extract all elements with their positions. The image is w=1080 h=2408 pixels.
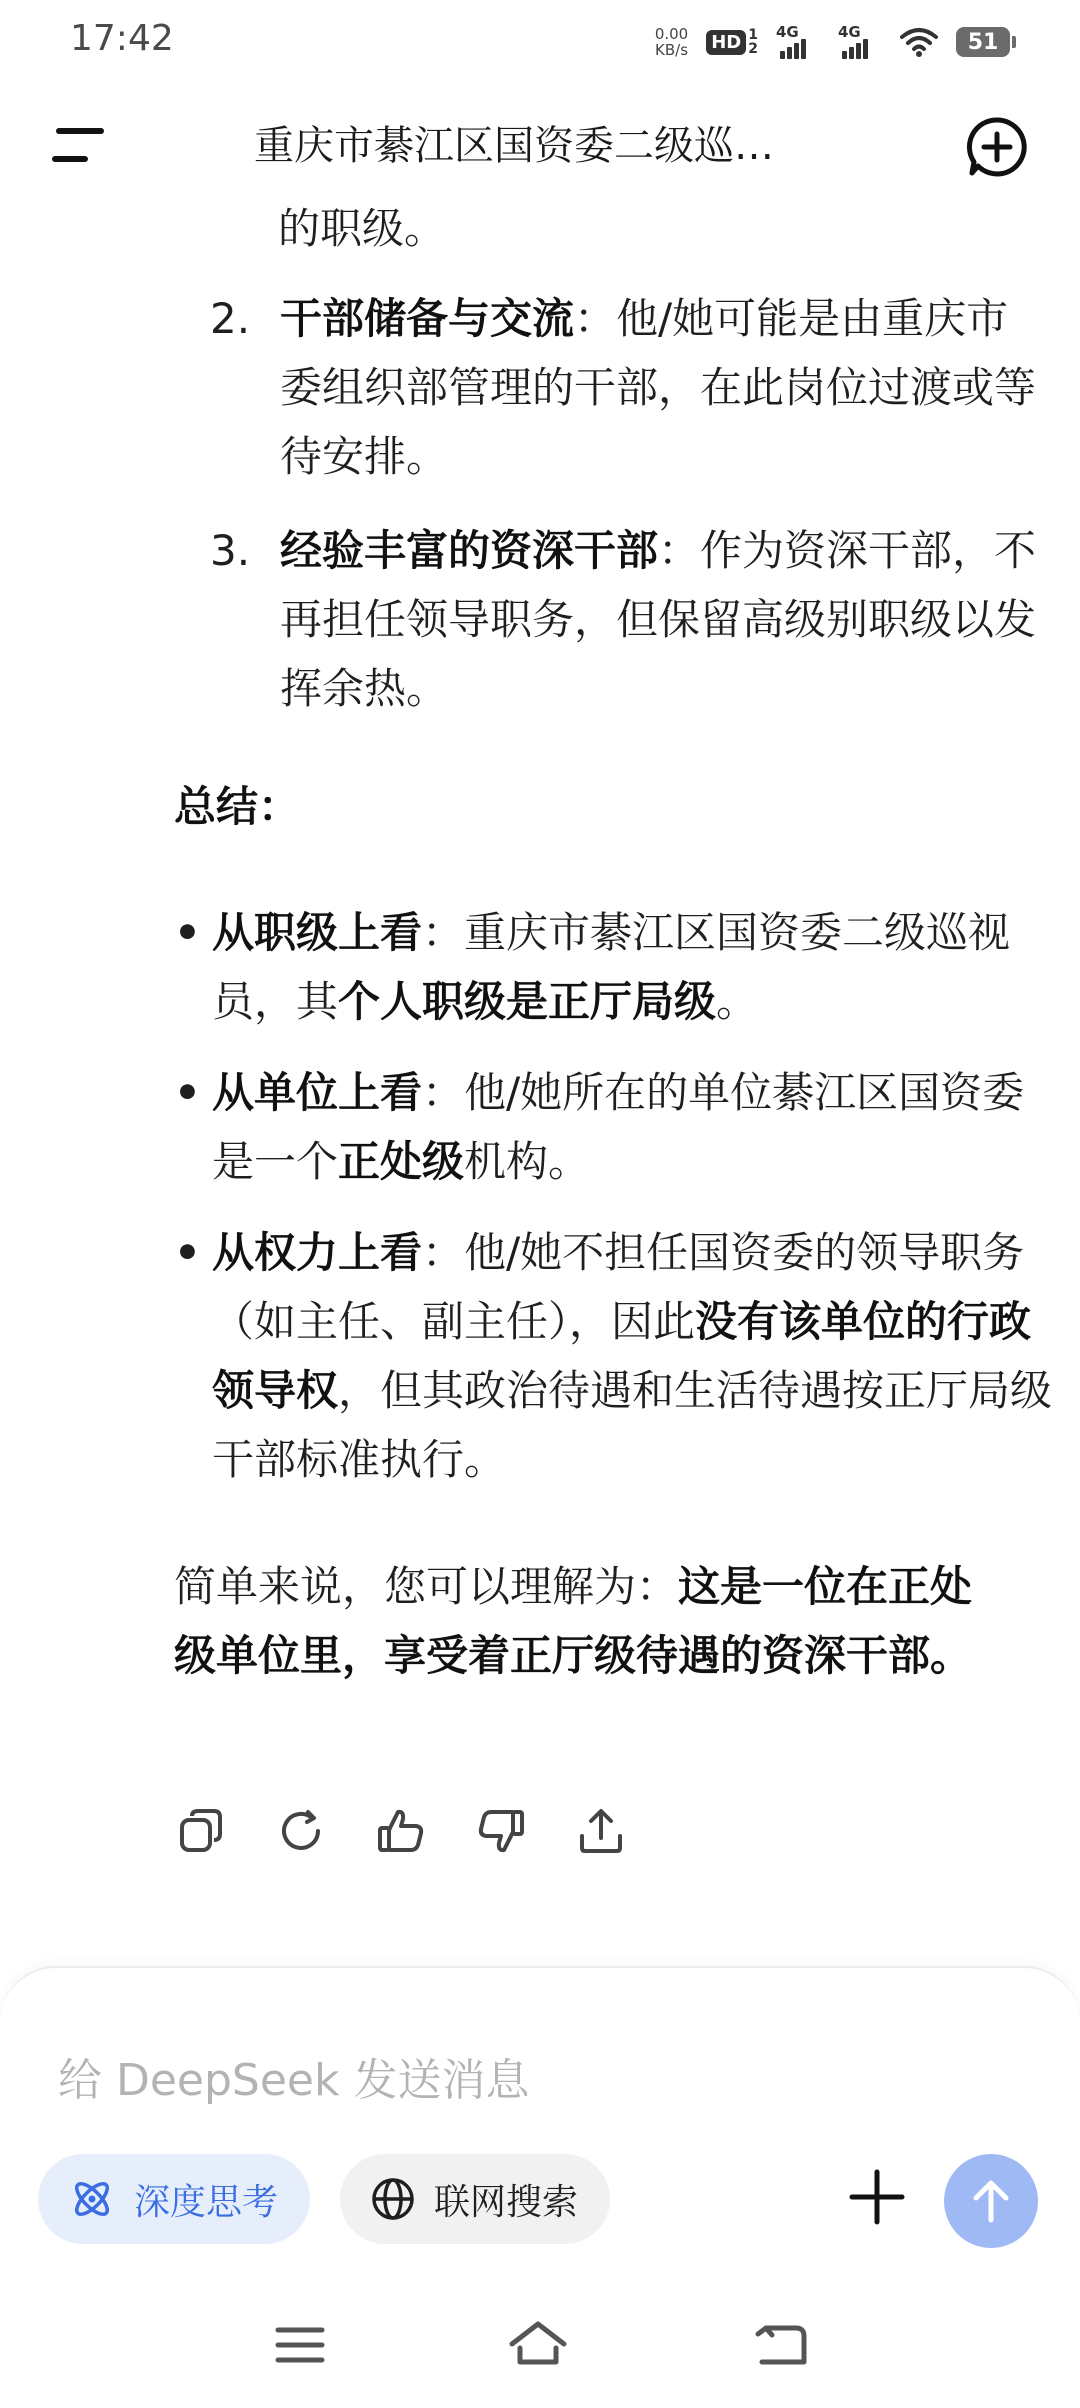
- signal-label-1: 4G: [776, 23, 799, 41]
- list-item: [174, 1058, 1054, 1196]
- signal-bar: [849, 47, 854, 59]
- bullet-heading: 从权力上看: [212, 1228, 423, 1277]
- message-input[interactable]: 给 DeepSeek 发送消息: [58, 2055, 530, 2106]
- list-item: [174, 1218, 1054, 1494]
- hd-icon: [706, 28, 758, 56]
- net-speed-unit: KB/s: [655, 41, 689, 59]
- deep-think-label: 深度思考: [134, 2181, 279, 2223]
- item-number: 3.: [210, 526, 251, 575]
- bullet-heading: 从职级上看: [212, 908, 423, 957]
- assistant-message: [0, 190, 1080, 1870]
- message-actions: [176, 1806, 626, 1866]
- nav-back-icon[interactable]: [752, 2320, 812, 2370]
- bullet-dot: •: [174, 908, 201, 957]
- numbered-item: [210, 284, 1040, 491]
- bullet-text-end: 。: [716, 977, 759, 1026]
- bullet-text-end: 机构。: [464, 1137, 591, 1186]
- copy-icon[interactable]: [176, 1806, 226, 1856]
- item-heading: 经验丰富的资深干部: [280, 526, 659, 575]
- item-text: ：他/她可能是由重庆市委组织部管理的干部，在此岗位过渡或等待安排。: [280, 294, 1037, 481]
- list-item: [174, 898, 1054, 1036]
- regenerate-icon[interactable]: [276, 1806, 326, 1856]
- item-number: 2.: [210, 294, 251, 343]
- system-navigation-bar: [0, 2310, 1080, 2380]
- new-chat-icon[interactable]: [966, 116, 1028, 178]
- bullet-heading: 从单位上看: [212, 1068, 423, 1117]
- hd-sub-1: 1: [748, 27, 758, 43]
- signal-bar: [787, 47, 792, 59]
- item-text: ：作为资深干部，不再担任领导职务，但保留高级别职级以发挥余热。: [280, 526, 1037, 713]
- status-bar: [0, 0, 1080, 84]
- arrow-up-icon: [966, 2176, 1016, 2226]
- signal-bar: [863, 39, 868, 59]
- summary-title: 总结：: [174, 782, 301, 831]
- plus-icon[interactable]: [844, 2164, 910, 2230]
- signal-bar: [856, 43, 861, 59]
- status-icons: [655, 20, 1010, 64]
- bullet-emphasis: 正处级: [338, 1137, 465, 1186]
- hd-sub-2: 2: [748, 41, 758, 57]
- deep-think-toggle[interactable]: [38, 2154, 310, 2244]
- conclusion-paragraph: [174, 1552, 1014, 1690]
- thumbs-down-icon[interactable]: [476, 1806, 526, 1856]
- signal-icon-1: [776, 25, 820, 59]
- bullet-text: ：他/她不担任国资委的领导职务（如主任、副主任），因此: [212, 1228, 1025, 1346]
- atom-icon: [68, 2175, 116, 2223]
- globe-icon: [370, 2176, 416, 2222]
- signal-label-2: 4G: [838, 23, 861, 41]
- menu-icon[interactable]: [52, 124, 108, 168]
- item-heading: 干部储备与交流: [280, 294, 575, 343]
- nav-menu-icon[interactable]: [270, 2320, 330, 2370]
- conclusion-text: 简单来说，您可以理解为：: [174, 1562, 679, 1611]
- signal-bar: [842, 51, 847, 59]
- bullet-emphasis: 个人职级是正厅局级: [338, 977, 717, 1026]
- bullet-dot: •: [174, 1068, 201, 1117]
- web-search-toggle[interactable]: [340, 2154, 610, 2244]
- bullet-text-end: ，但其政治待遇和生活待遇按正厅局级干部标准执行。: [212, 1366, 1053, 1484]
- wifi-icon: [900, 27, 938, 57]
- bullet-text: ：重庆市綦江区国资委二级巡视员，其: [212, 908, 1011, 1026]
- signal-bar: [780, 51, 785, 59]
- net-speed-value: 0.00: [654, 25, 689, 43]
- chat-header: [0, 104, 1080, 188]
- conclusion-emphasis: 这是一位在正处级单位里，享受着正厅级待遇的资深干部。: [174, 1562, 973, 1680]
- numbered-item: [210, 516, 1040, 723]
- web-search-label: 联网搜索: [434, 2181, 579, 2223]
- nav-home-icon[interactable]: [508, 2318, 568, 2368]
- continuation-text: 的职级。: [278, 204, 447, 253]
- hd-sub: [748, 28, 758, 56]
- battery-icon: 51: [956, 27, 1010, 57]
- network-speed: [655, 26, 688, 58]
- hd-label: HD: [706, 30, 746, 55]
- status-time: 17:42: [70, 18, 174, 59]
- signal-bar: [794, 43, 799, 59]
- thumbs-up-icon[interactable]: [376, 1806, 426, 1856]
- share-icon[interactable]: [576, 1806, 626, 1856]
- bullet-text: ：他/她所在的单位綦江区国资委是一个: [212, 1068, 1025, 1186]
- chat-title: 重庆市綦江区国资委二级巡…: [254, 123, 774, 169]
- signal-icon-2: [838, 25, 882, 59]
- bullet-dot: •: [174, 1228, 201, 1277]
- send-button[interactable]: [944, 2154, 1038, 2248]
- signal-bar: [801, 39, 806, 59]
- bullet-emphasis: 没有该单位的行政领导权: [212, 1297, 1032, 1415]
